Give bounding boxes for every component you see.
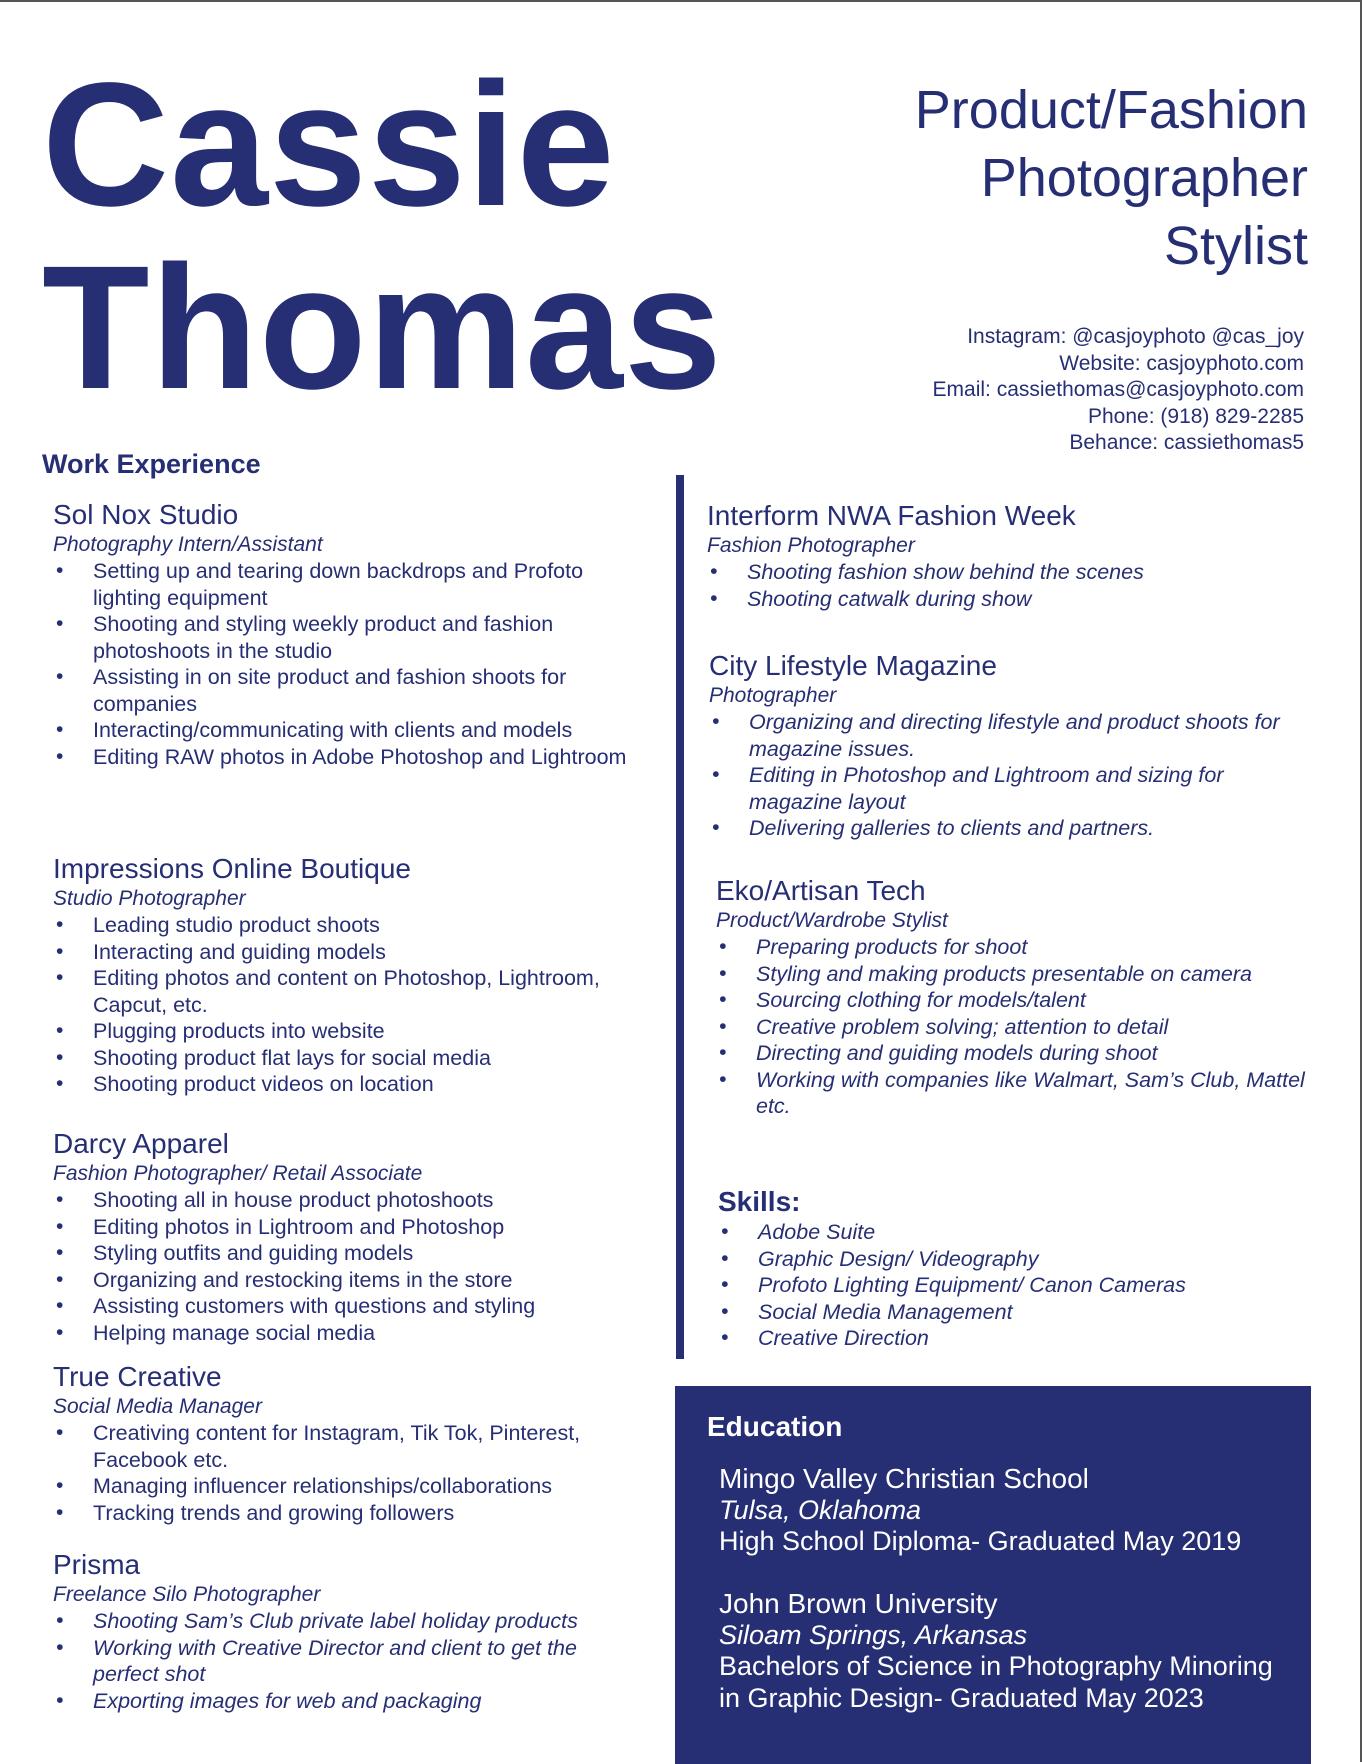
job-duty: • Working with companies like Walmart, Sam’s Club, Mattel etc. <box>716 1067 1306 1120</box>
job-duty: • Managing influencer relationships/collaborations <box>53 1473 633 1500</box>
company-name: True Creative <box>53 1361 222 1392</box>
contact-behance: Behance: cassiethomas5 <box>1069 431 1304 454</box>
job-entry <box>53 498 633 770</box>
contact-website: Website: casjoyphoto.com <box>1059 351 1304 375</box>
job-duty: • Editing RAW photos in Adobe Photoshop and Lightroom <box>53 744 633 771</box>
skills-list <box>718 1219 1308 1352</box>
job-duty: • Creativing content for Instagram, Tik Tok, Pinterest, Facebook etc. <box>53 1420 633 1473</box>
education-heading: Education <box>707 1411 843 1442</box>
job-duties-list <box>53 1187 633 1346</box>
company-name: Interform NWA Fashion Week <box>707 500 1076 531</box>
job-duty: • Editing photos in Lightroom and Photoshop <box>53 1214 633 1241</box>
job-duty: • Editing in Photoshop and Lightroom and sizing for magazine layout <box>709 762 1309 815</box>
company-name: City Lifestyle Magazine <box>709 650 997 681</box>
education-entry <box>719 1463 1289 1558</box>
job-entry <box>53 1548 633 1714</box>
skill-item: • Graphic Design/ Videography <box>718 1246 1308 1273</box>
contact-phone: Phone: (918) 829-2285 <box>1088 404 1304 428</box>
company-name: Eko/Artisan Tech <box>716 875 926 906</box>
education-section <box>675 1386 1311 1764</box>
job-duty: • Shooting and styling weekly product and fashion photoshoots in the studio <box>53 611 633 664</box>
column-divider <box>676 475 684 1359</box>
job-duty: • Setting up and tearing down backdrops and Profoto lighting equipment <box>53 558 633 611</box>
job-duty: • Shooting fashion show behind the scenes <box>707 559 1307 586</box>
job-entry <box>53 852 633 1098</box>
job-duties-list <box>716 934 1306 1120</box>
job-duty: • Editing photos and content on Photoshop, Lightroom, Capcut, etc. <box>53 965 633 1018</box>
job-duties-list <box>707 559 1307 612</box>
job-duty: • Assisting customers with questions and styling <box>53 1293 633 1320</box>
school-location: Tulsa, Oklahoma <box>719 1494 922 1525</box>
job-role: Fashion Photographer <box>707 534 915 557</box>
professional-titles <box>915 76 1308 280</box>
work-experience-heading: Work Experience <box>42 449 261 479</box>
company-name: Prisma <box>53 1549 141 1580</box>
job-duty: • Shooting catwalk during show <box>707 586 1307 613</box>
job-entry <box>709 649 1309 842</box>
skills-section <box>718 1185 1308 1352</box>
skill-item: • Creative Direction <box>718 1325 1308 1352</box>
skills-heading: Skills: <box>718 1186 801 1217</box>
job-entry <box>53 1360 633 1526</box>
job-duty: • Delivering galleries to clients and partners. <box>709 815 1309 842</box>
job-duties-list <box>53 1608 633 1714</box>
job-duty: • Assisting in on site product and fashion shoots for companies <box>53 664 633 717</box>
job-role: Studio Photographer <box>53 887 246 910</box>
skill-item: • Profoto Lighting Equipment/ Canon Cameras <box>718 1272 1308 1299</box>
job-duty: • Styling and making products presentable on camera <box>716 961 1306 988</box>
last-name: Thomas <box>42 230 723 426</box>
contact-instagram: Instagram: @casjoyphoto @cas_joy <box>967 325 1304 348</box>
skill-item: • Social Media Management <box>718 1299 1308 1326</box>
job-duties-list <box>53 912 633 1098</box>
contact-email: Email: cassiethomas@casjoyphoto.com <box>932 378 1304 401</box>
job-duty: • Organizing and directing lifestyle and product shoots for magazine issues. <box>709 709 1309 762</box>
job-duty: • Tracking trends and growing followers <box>53 1500 633 1527</box>
job-duty: • Shooting Sam’s Club private label holiday products <box>53 1608 633 1635</box>
job-duty: • Leading studio product shoots <box>53 912 633 939</box>
job-duty: • Sourcing clothing for models/talent <box>716 987 1306 1014</box>
job-duties-list <box>709 709 1309 842</box>
title-line: Product/Fashion <box>914 80 1308 140</box>
job-duties-list <box>53 1420 633 1526</box>
job-duty: • Creative problem solving; attention to detail <box>716 1014 1306 1041</box>
job-duty: • Interacting/communicating with clients and models <box>53 717 633 744</box>
title-line: Photographer <box>980 148 1308 208</box>
job-duty: • Directing and guiding models during shoot <box>716 1040 1306 1067</box>
job-duty: • Working with Creative Director and client to get the perfect shot <box>53 1635 633 1688</box>
job-entry <box>53 1127 633 1346</box>
school-location: Siloam Springs, Arkansas <box>719 1619 1028 1650</box>
job-duties-list <box>53 558 633 770</box>
school-name: Mingo Valley Christian School <box>719 1463 1089 1494</box>
job-duty: • Helping manage social media <box>53 1320 633 1347</box>
job-duty: • Styling outfits and guiding models <box>53 1240 633 1267</box>
job-duty: • Plugging products into website <box>53 1018 633 1045</box>
job-entry <box>707 499 1307 612</box>
job-role: Fashion Photographer/ Retail Associate <box>53 1162 423 1185</box>
job-role: Social Media Manager <box>53 1395 262 1418</box>
company-name: Sol Nox Studio <box>53 499 239 530</box>
job-duty: • Shooting all in house product photoshoots <box>53 1187 633 1214</box>
job-duty: • Shooting product flat lays for social media <box>53 1045 633 1072</box>
job-role: Product/Wardrobe Stylist <box>716 909 948 932</box>
title-line: Stylist <box>1163 216 1308 276</box>
education-entry <box>719 1588 1289 1714</box>
skill-item: • Adobe Suite <box>718 1219 1308 1246</box>
job-duty: • Exporting images for web and packaging <box>53 1688 633 1715</box>
school-degree: Bachelors of Science in Photography Minoring in Graphic Design- Graduated May 2023 <box>719 1651 1273 1713</box>
school-degree: High School Diploma- Graduated May 2019 <box>719 1526 1242 1556</box>
company-name: Darcy Apparel <box>53 1128 229 1159</box>
contact-info <box>933 324 1304 457</box>
job-role: Photography Intern/Assistant <box>53 533 323 556</box>
job-role: Freelance Silo Photographer <box>53 1583 321 1606</box>
school-name: John Brown University <box>719 1588 998 1619</box>
job-duty: • Preparing products for shoot <box>716 934 1306 961</box>
first-name: Cassie <box>42 47 616 243</box>
job-duty: • Shooting product videos on location <box>53 1071 633 1098</box>
job-entry <box>716 874 1306 1120</box>
job-duty: • Interacting and guiding models <box>53 939 633 966</box>
job-duty: • Organizing and restocking items in the store <box>53 1267 633 1294</box>
job-role: Photographer <box>709 684 837 707</box>
company-name: Impressions Online Boutique <box>53 853 411 884</box>
